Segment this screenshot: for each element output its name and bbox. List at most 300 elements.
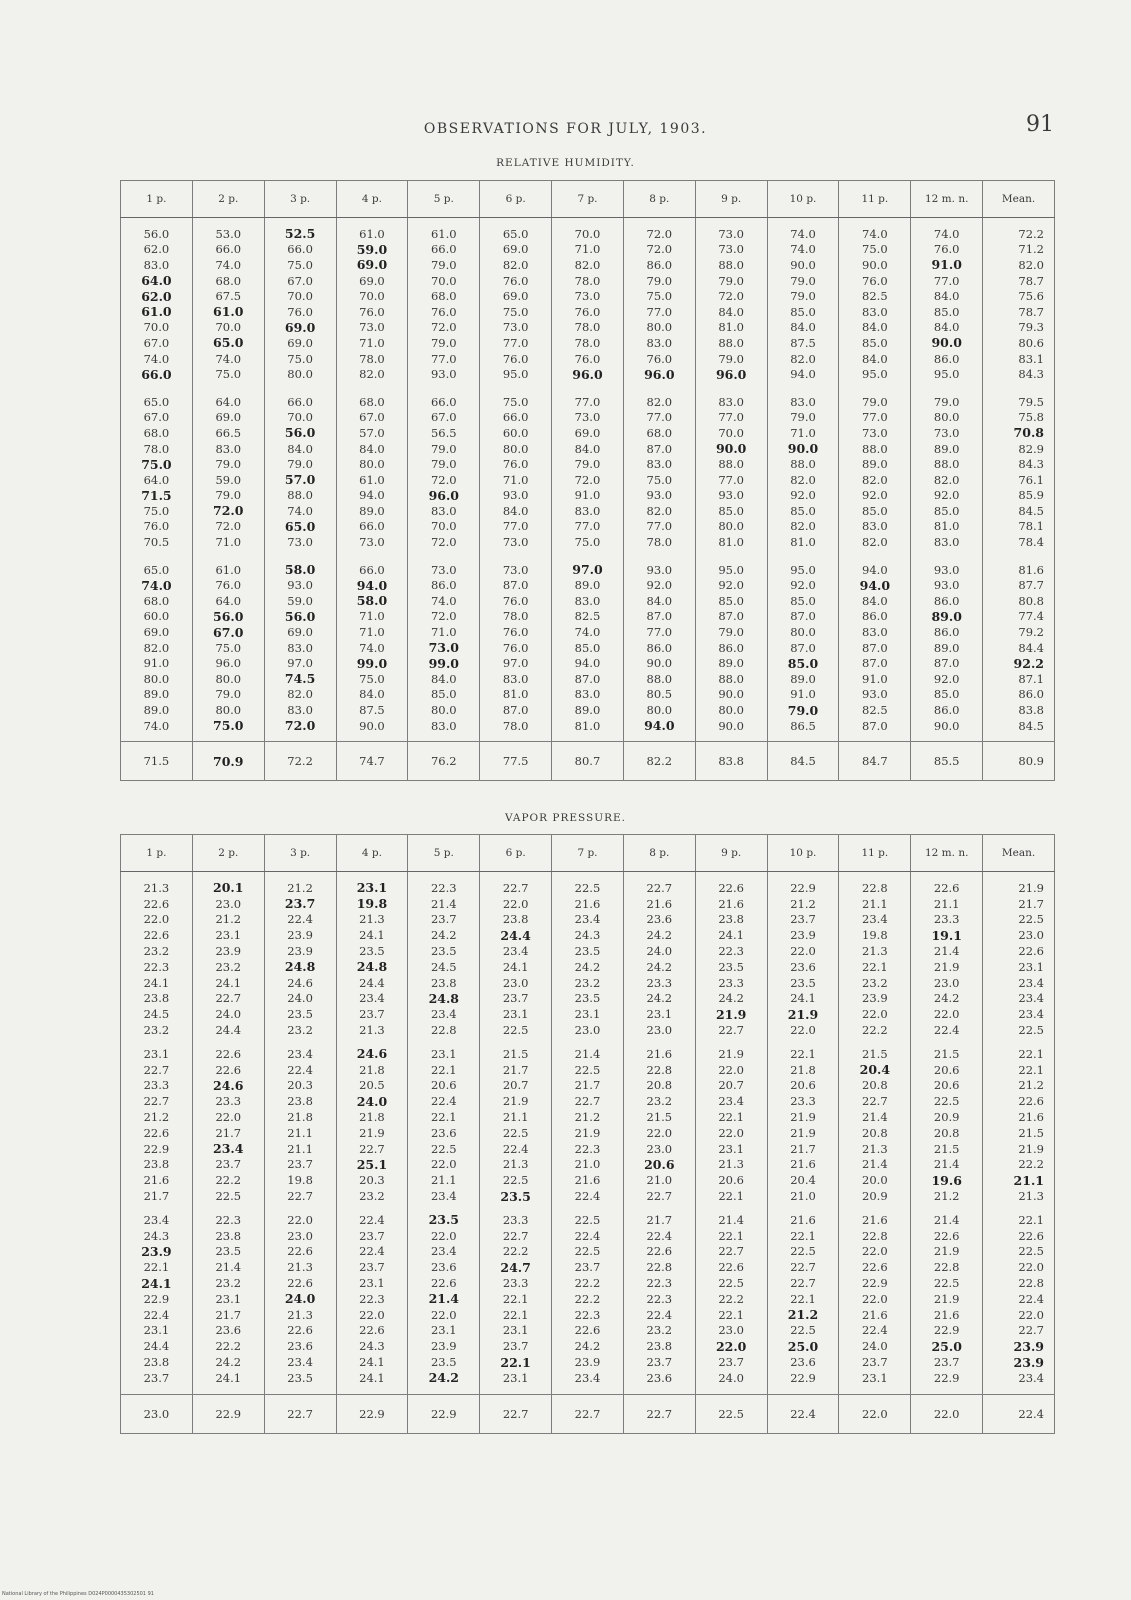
value-cell: 95.0 [911,366,983,382]
value-cell: 93.0 [911,577,983,593]
value-cell: 21.4 [408,1291,480,1307]
value-cell: 24.5 [121,1006,193,1022]
value-cell: 77.0 [839,410,911,426]
value-cell: 76.0 [552,304,624,320]
value-cell: 74.0 [336,640,408,656]
value-cell: 21.6 [839,1307,911,1323]
value-cell: 22.6 [264,1275,336,1291]
value-cell: 96.0 [695,366,767,382]
mean-cell: 21.3 [983,1188,1055,1204]
value-cell: 22.7 [552,1093,624,1109]
value-cell: 23.5 [264,1370,336,1386]
value-cell: 80.0 [264,366,336,382]
value-cell: 85.0 [552,640,624,656]
value-cell: 84.0 [839,320,911,336]
mean-cell: 22.6 [983,1228,1055,1244]
value-cell: 84.0 [336,687,408,703]
value-cell: 80.0 [695,519,767,535]
value-cell: 74.0 [767,226,839,242]
value-cell: 22.5 [911,1093,983,1109]
value-cell: 24.6 [264,975,336,991]
value-cell: 21.1 [839,896,911,912]
table-row [121,242,1055,258]
value-cell: 23.1 [839,1370,911,1386]
value-cell: 23.0 [695,1323,767,1339]
value-cell: 23.0 [911,975,983,991]
value-cell: 20.6 [911,1062,983,1078]
value-cell: 92.0 [695,577,767,593]
column-mean: 80.9 [983,742,1055,781]
value-cell: 96.0 [623,366,695,382]
mean-cell: 87.1 [983,671,1055,687]
value-cell: 75.0 [623,472,695,488]
value-cell: 23.1 [623,1006,695,1022]
value-cell: 59.0 [192,472,264,488]
value-cell: 83.0 [695,394,767,410]
value-cell: 22.3 [552,1307,624,1323]
value-cell: 24.1 [480,959,552,975]
value-cell: 23.8 [121,1354,193,1370]
value-cell: 82.5 [839,702,911,718]
value-cell: 21.1 [264,1141,336,1157]
value-cell: 73.0 [552,288,624,304]
value-cell: 86.0 [408,577,480,593]
value-cell: 93.0 [839,687,911,703]
value-cell: 75.0 [192,640,264,656]
table-row [121,1370,1055,1386]
value-cell: 21.1 [408,1172,480,1188]
value-cell: 22.0 [623,1125,695,1141]
value-cell: 22.6 [336,1323,408,1339]
value-cell: 21.2 [121,1109,193,1125]
value-cell: 23.4 [695,1093,767,1109]
value-cell: 70.0 [408,519,480,535]
value-cell: 66.0 [264,242,336,258]
value-cell: 24.2 [408,927,480,943]
value-cell: 23.1 [336,1275,408,1291]
value-cell: 21.7 [623,1212,695,1228]
value-cell: 87.0 [911,655,983,671]
value-cell: 78.0 [552,273,624,289]
value-cell: 20.7 [480,1078,552,1094]
value-cell: 21.2 [192,912,264,928]
value-cell: 23.7 [695,1354,767,1370]
value-cell: 22.7 [839,1093,911,1109]
value-cell: 22.1 [408,1109,480,1125]
value-cell: 79.0 [839,394,911,410]
spacer-row [121,1386,1055,1395]
value-cell: 89.0 [911,441,983,457]
value-cell: 62.0 [121,242,193,258]
value-cell: 89.0 [552,702,624,718]
value-cell: 75.0 [336,671,408,687]
value-cell: 23.4 [552,912,624,928]
table-row [121,1046,1055,1062]
mean-cell: 23.4 [983,1370,1055,1386]
value-cell: 91.0 [767,687,839,703]
value-cell: 71.0 [552,242,624,258]
value-cell: 21.3 [121,880,193,896]
mean-cell: 23.4 [983,1006,1055,1022]
value-cell: 95.0 [695,562,767,578]
table-row [121,456,1055,472]
value-cell: 56.5 [408,425,480,441]
value-cell: 23.4 [480,943,552,959]
value-cell: 21.9 [767,1125,839,1141]
header-row [121,835,1055,872]
value-cell: 85.0 [695,593,767,609]
table-row [121,472,1055,488]
mean-cell: 22.1 [983,1062,1055,1078]
value-cell: 83.0 [839,624,911,640]
value-cell: 83.0 [264,640,336,656]
value-cell: 75.0 [121,456,193,472]
value-cell: 22.5 [695,1275,767,1291]
value-cell: 22.9 [121,1141,193,1157]
value-cell: 69.0 [480,288,552,304]
value-cell: 23.7 [121,1370,193,1386]
value-cell: 23.2 [121,943,193,959]
table-row [121,609,1055,625]
value-cell: 83.0 [552,687,624,703]
value-cell: 86.0 [623,257,695,273]
column-mean: 83.8 [695,742,767,781]
table-row [121,927,1055,943]
value-cell: 22.6 [552,1323,624,1339]
value-cell: 71.0 [192,534,264,550]
value-cell: 23.4 [264,1354,336,1370]
value-cell: 22.0 [767,1022,839,1038]
value-cell: 22.5 [911,1275,983,1291]
value-cell: 79.0 [911,394,983,410]
value-cell: 82.0 [911,472,983,488]
value-cell: 22.7 [121,1062,193,1078]
value-cell: 22.6 [911,1228,983,1244]
value-cell: 93.0 [695,488,767,504]
value-cell: 68.0 [192,273,264,289]
column-mean: 22.0 [911,1394,983,1433]
value-cell: 23.7 [408,912,480,928]
value-cell: 72.0 [408,472,480,488]
value-cell: 23.5 [552,943,624,959]
value-cell: 81.0 [911,519,983,535]
value-cell: 94.0 [552,655,624,671]
table-row [121,288,1055,304]
value-cell: 23.4 [408,1244,480,1260]
value-cell: 23.1 [121,1046,193,1062]
value-cell: 78.0 [623,534,695,550]
value-cell: 76.0 [480,624,552,640]
value-cell: 20.9 [911,1109,983,1125]
value-cell: 89.0 [911,609,983,625]
value-cell: 82.0 [767,351,839,367]
value-cell: 23.7 [623,1354,695,1370]
value-cell: 22.4 [264,912,336,928]
value-cell: 22.8 [839,1228,911,1244]
value-cell: 88.0 [695,671,767,687]
value-cell: 61.0 [336,472,408,488]
value-cell: 58.0 [264,562,336,578]
value-cell: 72.0 [408,609,480,625]
value-cell: 24.2 [552,959,624,975]
value-cell: 73.0 [695,242,767,258]
mean-cell: 21.7 [983,896,1055,912]
value-cell: 21.5 [839,1046,911,1062]
column-header: 5 p. [408,835,480,872]
value-cell: 23.6 [264,1338,336,1354]
value-cell: 24.1 [192,975,264,991]
value-cell: 96.0 [552,366,624,382]
table-row [121,425,1055,441]
value-cell: 22.9 [767,880,839,896]
column-mean: 22.7 [480,1394,552,1433]
value-cell: 66.0 [121,366,193,382]
mean-cell: 84.4 [983,640,1055,656]
value-cell: 21.6 [695,896,767,912]
value-cell: 23.8 [121,991,193,1007]
value-cell: 61.0 [192,562,264,578]
value-cell: 73.0 [480,320,552,336]
value-cell: 75.0 [192,718,264,734]
value-cell: 77.0 [480,519,552,535]
value-cell: 22.0 [839,1291,911,1307]
table-row [121,534,1055,550]
column-header: 3 p. [264,181,336,218]
value-cell: 74.0 [192,351,264,367]
value-cell: 24.1 [336,1370,408,1386]
value-cell: 69.0 [336,273,408,289]
value-cell: 66.5 [192,425,264,441]
value-cell: 21.0 [552,1157,624,1173]
value-cell: 24.4 [336,975,408,991]
value-cell: 80.0 [121,671,193,687]
value-cell: 23.9 [264,927,336,943]
value-cell: 74.0 [121,351,193,367]
value-cell: 23.5 [552,991,624,1007]
value-cell: 77.0 [623,304,695,320]
value-cell: 25.1 [336,1157,408,1173]
table-row [121,394,1055,410]
spacer-row [121,550,1055,562]
value-cell: 82.0 [839,534,911,550]
value-cell: 21.6 [121,1172,193,1188]
value-cell: 85.0 [911,687,983,703]
value-cell: 23.9 [767,927,839,943]
value-cell: 67.0 [121,335,193,351]
value-cell: 86.0 [911,351,983,367]
value-cell: 23.1 [480,1370,552,1386]
value-cell: 22.4 [408,1093,480,1109]
value-cell: 66.0 [408,394,480,410]
value-cell: 83.0 [408,503,480,519]
value-cell: 84.0 [911,320,983,336]
value-cell: 76.0 [911,242,983,258]
value-cell: 21.6 [552,896,624,912]
value-cell: 20.1 [192,880,264,896]
mean-cell: 79.2 [983,624,1055,640]
value-cell: 22.2 [839,1022,911,1038]
mean-cell: 23.0 [983,927,1055,943]
value-cell: 72.0 [264,718,336,734]
value-cell: 82.5 [839,288,911,304]
value-cell: 22.5 [767,1244,839,1260]
value-cell: 80.0 [911,410,983,426]
value-cell: 87.5 [767,335,839,351]
value-cell: 90.0 [695,687,767,703]
value-cell: 21.9 [695,1006,767,1022]
column-header: 3 p. [264,835,336,872]
value-cell: 68.0 [408,288,480,304]
mean-cell: 21.9 [983,1141,1055,1157]
value-cell: 77.0 [408,351,480,367]
value-cell: 22.4 [552,1228,624,1244]
value-cell: 24.1 [192,1370,264,1386]
value-cell: 59.0 [336,242,408,258]
column-header: 8 p. [623,835,695,872]
value-cell: 23.4 [408,1006,480,1022]
value-cell: 24.0 [336,1093,408,1109]
column-mean: 22.7 [552,1394,624,1433]
value-cell: 82.0 [552,257,624,273]
value-cell: 20.7 [695,1078,767,1094]
value-cell: 83.0 [623,335,695,351]
mean-cell: 84.5 [983,718,1055,734]
value-cell: 21.9 [767,1006,839,1022]
value-cell: 67.0 [264,273,336,289]
value-cell: 23.5 [408,943,480,959]
value-cell: 24.0 [264,1291,336,1307]
value-cell: 91.0 [121,655,193,671]
table-row [121,1244,1055,1260]
page-title: OBSERVATIONS FOR JULY, 1903. [423,121,708,137]
value-cell: 84.0 [839,351,911,367]
value-cell: 65.0 [121,562,193,578]
value-cell: 74.0 [408,593,480,609]
value-cell: 85.0 [767,503,839,519]
mean-cell: 21.6 [983,1109,1055,1125]
mean-cell: 84.3 [983,366,1055,382]
value-cell: 22.7 [121,1093,193,1109]
value-cell: 22.9 [839,1275,911,1291]
value-cell: 82.0 [480,257,552,273]
value-cell: 75.0 [264,351,336,367]
mean-cell: 22.4 [983,1291,1055,1307]
value-cell: 23.5 [695,959,767,975]
value-cell: 22.2 [552,1275,624,1291]
value-cell: 21.4 [911,943,983,959]
mean-cell: 22.1 [983,1212,1055,1228]
value-cell: 20.0 [839,1172,911,1188]
value-cell: 23.9 [121,1244,193,1260]
value-cell: 65.0 [192,335,264,351]
value-cell: 89.0 [121,702,193,718]
value-cell: 73.0 [480,562,552,578]
value-cell: 23.6 [623,912,695,928]
value-cell: 79.0 [695,351,767,367]
value-cell: 88.0 [695,257,767,273]
value-cell: 23.8 [695,912,767,928]
value-cell: 22.6 [264,1323,336,1339]
value-cell: 21.3 [336,1022,408,1038]
value-cell: 92.0 [767,488,839,504]
mean-cell: 70.8 [983,425,1055,441]
value-cell: 23.1 [480,1006,552,1022]
value-cell: 89.0 [839,456,911,472]
value-cell: 21.9 [911,1291,983,1307]
value-cell: 21.6 [623,896,695,912]
value-cell: 68.0 [336,394,408,410]
value-cell: 77.0 [623,624,695,640]
value-cell: 94.0 [839,577,911,593]
value-cell: 70.0 [336,288,408,304]
value-cell: 21.3 [264,1259,336,1275]
value-cell: 22.6 [408,1275,480,1291]
value-cell: 22.9 [121,1291,193,1307]
spacer-row [121,872,1055,881]
section-title-vapor: VAPOR PRESSURE. [505,812,626,824]
value-cell: 22.4 [911,1022,983,1038]
value-cell: 77.0 [695,410,767,426]
value-cell: 79.0 [192,488,264,504]
value-cell: 24.1 [121,1275,193,1291]
value-cell: 25.0 [911,1338,983,1354]
value-cell: 22.0 [192,1109,264,1125]
value-cell: 22.4 [839,1323,911,1339]
value-cell: 57.0 [264,472,336,488]
value-cell: 78.0 [552,335,624,351]
value-cell: 90.0 [767,257,839,273]
value-cell: 90.0 [911,718,983,734]
mean-cell: 22.0 [983,1307,1055,1323]
means-row [121,1394,1055,1433]
table-row [121,702,1055,718]
value-cell: 24.2 [695,991,767,1007]
value-cell: 21.5 [911,1046,983,1062]
value-cell: 87.0 [839,655,911,671]
table-row [121,519,1055,535]
value-cell: 69.0 [264,335,336,351]
table-row [121,503,1055,519]
value-cell: 21.0 [623,1172,695,1188]
mean-cell: 21.1 [983,1172,1055,1188]
value-cell: 22.0 [911,1006,983,1022]
table-row [121,624,1055,640]
value-cell: 21.1 [264,1125,336,1141]
mean-cell: 22.8 [983,1275,1055,1291]
value-cell: 21.9 [911,1244,983,1260]
mean-cell: 22.6 [983,1093,1055,1109]
value-cell: 21.2 [264,880,336,896]
table-row [121,257,1055,273]
value-cell: 24.0 [623,943,695,959]
value-cell: 74.0 [192,257,264,273]
value-cell: 23.2 [336,1188,408,1204]
value-cell: 21.1 [911,896,983,912]
value-cell: 21.4 [695,1212,767,1228]
value-cell: 22.6 [192,1062,264,1078]
value-cell: 22.8 [911,1259,983,1275]
value-cell: 24.5 [408,959,480,975]
table-row [121,943,1055,959]
value-cell: 66.0 [264,394,336,410]
table-row [121,896,1055,912]
value-cell: 23.0 [623,1141,695,1157]
value-cell: 22.3 [408,880,480,896]
value-cell: 24.3 [336,1338,408,1354]
value-cell: 84.0 [480,503,552,519]
value-cell: 22.3 [695,943,767,959]
value-cell: 61.0 [408,226,480,242]
